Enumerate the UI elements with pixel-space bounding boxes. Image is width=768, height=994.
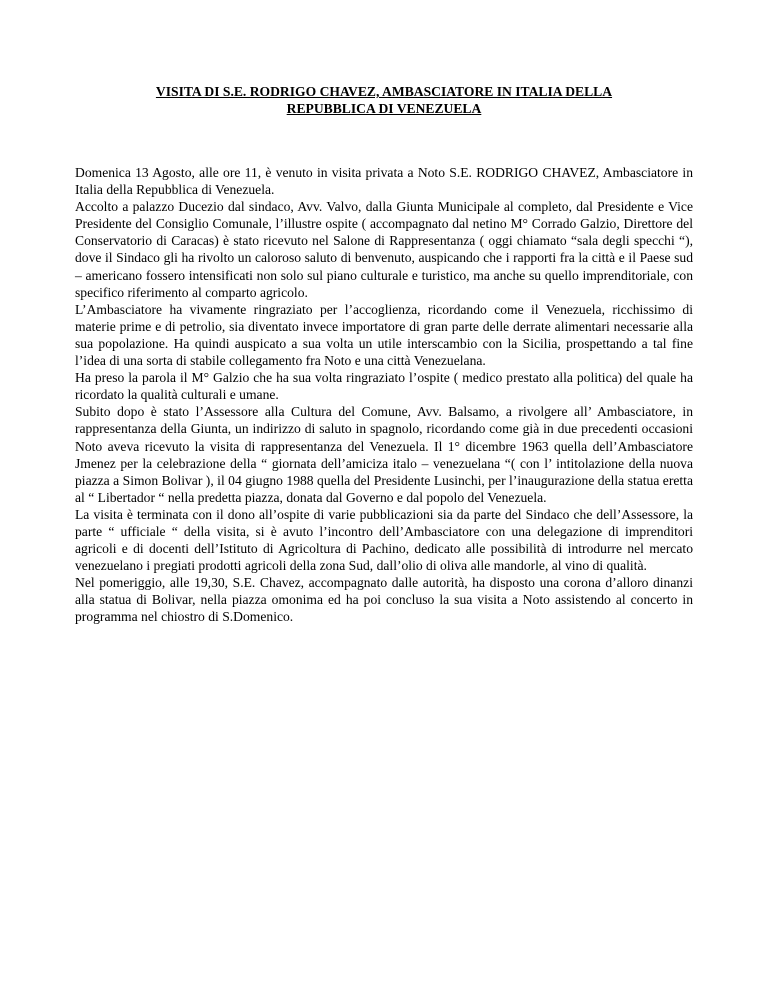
paragraph-gifts: La visita è terminata con il dono all’ospite di varie pubblicazioni sia da parte del Sindaco che dell’Assessore, la parte “ ufficiale “ della visita, si è avuto l’incontro dell’Ambasciatore con una delegazione di imprenditori agricoli e di docenti dell’Istituto di Agricoltura di Pachino, dedicato alle possibilità di introdurre nel mercato venezuelano i pregiati prodotti agricoli della zona Sud, dall’olio di oliva alle mandorle, al vino di qualità.: [75, 506, 693, 574]
document-body: [75, 164, 693, 626]
document-page: [75, 83, 693, 626]
paragraph-opening: Domenica 13 Agosto, alle ore 11, è venuto in visita privata a Noto S.E. RODRIGO CHAVEZ, Ambasciatore in Italia della Repubblica di Venezuela.: [75, 165, 693, 198]
paragraph-galzio: Ha preso la parola il M° Galzio che ha sua volta ringraziato l’ospite ( medico prestato alla politica) del quale ha ricordato la qualità culturali e umane.: [75, 370, 693, 403]
document-title: [75, 83, 693, 117]
title-line-2: REPUBBLICA DI VENEZUELA: [286, 101, 482, 116]
paragraph-assessore: Subito dopo è stato l’Assessore alla Cultura del Comune, Avv. Balsamo, a rivolgere all’ Ambasciatore, in rappresentanza della Giunta, un indirizzo di saluto in spagnolo, ricordando come già in due precedenti occasioni Noto aveva ricevuto la visita di rappresentanza del Venezuela. Il 1° dicembre 1963 quella dell’Ambasciatore Jmenez per la celebrazione della “ giornata dell’amiciza italo – venezuelana “( con l’ intitolazione della nuova piazza a Simon Bolivar ), il 04 giugno 1988 quella del Presidente Lusinchi, per l’inaugurazione della statua eretta al “ Libertador “ nella predetta piazza, donata dal Governo e dal popolo del Venezuela.: [75, 404, 693, 505]
paragraph-afternoon: Nel pomeriggio, alle 19,30, S.E. Chavez, accompagnato dalle autorità, ha disposto una corona d’alloro dinanzi alla statua di Bolivar, nella piazza omonima ed ha poi concluso la sua visita a Noto assistendo al concerto in programma nel chiostro di S.Domenico.: [75, 575, 693, 625]
title-line-1: VISITA DI S.E. RODRIGO CHAVEZ, AMBASCIATORE IN ITALIA DELLA: [155, 84, 613, 99]
paragraph-ambassador-thanks: L’Ambasciatore ha vivamente ringraziato per l’accoglienza, ricordando come il Venezuela, ricchissimo di materie prime e di petrolio, sia diventato invece importatore di gran parte delle derrate alimentari necessarie alla sua popolazione. Ha quindi auspicato a sua volta un utile interscambio con la Sicilia, prospettando a tal fine l’idea di una sorta di stabile collegamento fra Noto e una città Venezuelana.: [75, 301, 693, 369]
paragraph-reception: Accolto a palazzo Ducezio dal sindaco, Avv. Valvo, dalla Giunta Municipale al completo, dal Presidente e Vice Presidente del Consiglio Comunale, l’illustre ospite ( accompagnato dal netino M° Corrado Galzio, Direttore del Conservatorio di Caracas) è stato ricevuto nel Salone di Rappresentanza ( oggi chiamato “sala degli specchi “), dove il Sindaco gli ha rivolto un caloroso saluto di benvenuto, auspicando che i rapporti fra la città e il Paese sud – americano fossero intensificati non solo sul piano culturale e turistico, ma anche su quello imprenditoriale, con specifico riferimento al comparto agricolo.: [75, 199, 693, 300]
